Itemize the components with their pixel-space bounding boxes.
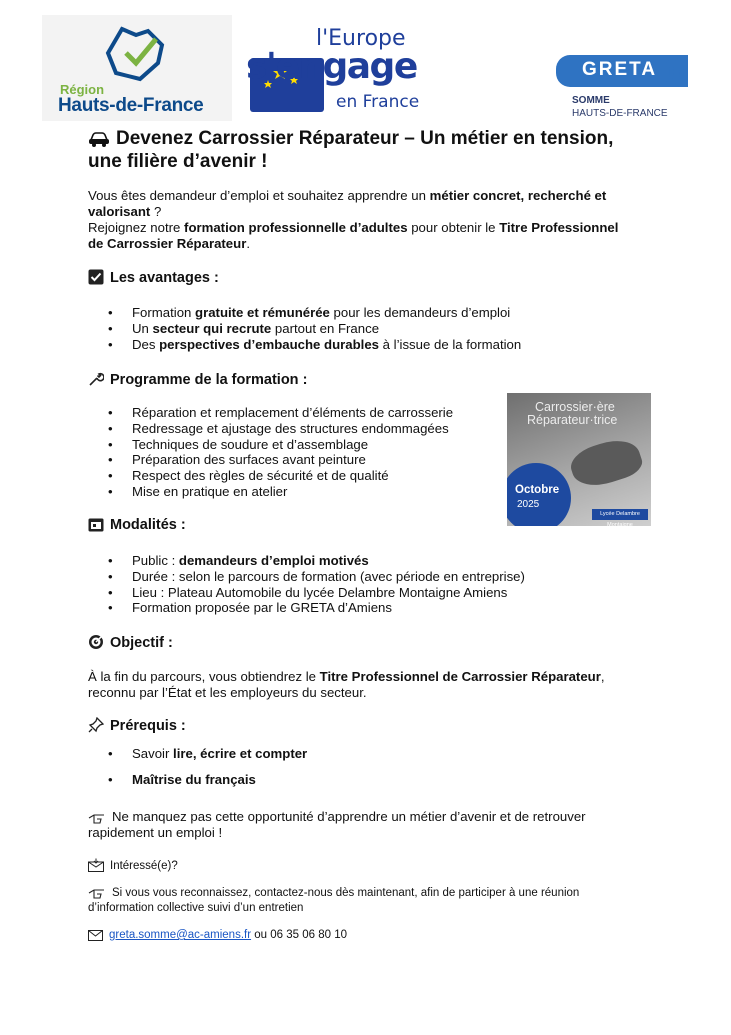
- pushpin-icon: [88, 717, 104, 733]
- interesse-text: Intéressé(e)?: [110, 860, 178, 872]
- europe-logo-line3: en France: [336, 92, 420, 112]
- list-item: • Respect des règles de sécurité et de qualité: [88, 468, 508, 484]
- modalites-heading: [88, 517, 186, 533]
- programme-heading: [88, 371, 307, 388]
- list-item: • Durée : selon le parcours de formation (avec période en entreprise): [88, 569, 648, 585]
- contact-text-line1: Si vous vous reconnaissez, contactez-nous dès maintenant, afin de participer à une réunion: [112, 887, 580, 899]
- checkbox-checked-icon: [88, 269, 104, 285]
- region-logo-line2: Hauts-de-France: [58, 95, 204, 116]
- intro-bold: valorisant: [88, 204, 151, 219]
- intro-text: Vous êtes demandeur d’emploi et souhaitez apprendre un: [88, 188, 430, 203]
- objectif-paragraph: À la fin du parcours, vous obtiendrez le Titre Professionnel de Carrossier Réparateur, reconnu par l’État et les employeurs du secteur.: [88, 669, 605, 700]
- greta-somme-logo: [556, 55, 694, 123]
- phone-number: 06 35 06 80 10: [270, 929, 347, 941]
- intro-paragraph: [88, 188, 648, 252]
- avantages-list: [88, 305, 608, 352]
- intro-text: pour obtenir le: [407, 220, 500, 235]
- modalites-heading-text: Modalités :: [110, 517, 186, 533]
- list-item: • Préparation des surfaces avant peinture: [88, 452, 508, 468]
- interesse-line: [88, 858, 178, 872]
- avantages-heading: [88, 269, 219, 286]
- prerequis-heading: [88, 717, 186, 734]
- cta-paragraph: [88, 809, 668, 841]
- intro-bold: de Carrossier Réparateur: [88, 236, 247, 251]
- list-item: • Redressage et ajustage des structures endommagées: [88, 421, 508, 437]
- intro-text: .: [246, 236, 250, 251]
- region-hauts-de-france-logo: [42, 15, 232, 121]
- greta-logo-line2: HAUTS-DE-FRANCE: [572, 108, 668, 119]
- signal-arcs-icon: [664, 57, 694, 87]
- list-item: • Savoir lire, écrire et compter: [88, 746, 608, 762]
- list-item: • Lieu : Plateau Automobile du lycée Delambre Montaigne Amiens: [88, 585, 648, 601]
- prerequis-list: [88, 746, 608, 788]
- promo-year: 2025: [517, 499, 540, 510]
- cta-line1: Ne manquez pas cette opportunité d’apprendre un métier d’avenir et de retrouver: [112, 809, 586, 824]
- contact-line: [88, 929, 347, 941]
- pointing-hand-icon: [88, 887, 106, 899]
- modalites-list: [88, 553, 648, 616]
- title-line2: une filière d’avenir !: [88, 151, 268, 172]
- list-item: • Formation proposée par le GRETA d’Amiens: [88, 600, 648, 616]
- cta-line2: rapidement un emploi !: [88, 825, 223, 840]
- list-item: • Réparation et remplacement d’éléments de carrosserie: [88, 405, 508, 421]
- programme-heading-text: Programme de la formation :: [110, 372, 308, 388]
- prerequis-heading-text: Prérequis :: [110, 718, 186, 734]
- list-item: • Des perspectives d’embauche durables à l’issue de la formation: [88, 337, 608, 353]
- target-icon: [88, 634, 104, 650]
- email-link[interactable]: greta.somme@ac-amiens.fr: [109, 929, 252, 941]
- intro-text: Rejoignez notre: [88, 220, 185, 235]
- avantages-heading-text: Les avantages :: [110, 270, 219, 286]
- promo-title2: Réparateur·trice: [527, 413, 618, 427]
- region-logo-line1: Région: [60, 82, 105, 97]
- intro-bold: Titre Professionnel: [499, 220, 619, 235]
- mailbox-icon: [88, 858, 104, 872]
- europe-sengage-logo: [244, 26, 420, 112]
- title-line1: Devenez Carrossier Réparateur – Un métier en tension,: [116, 128, 614, 149]
- formation-promo-image: [507, 393, 651, 526]
- wrench-icon: [88, 371, 104, 387]
- list-item: • Maîtrise du français: [88, 772, 608, 788]
- intro-text: ?: [150, 204, 162, 219]
- europe-logo-line2: s'engage: [246, 46, 417, 87]
- greta-logo-name: GRETA: [582, 59, 658, 80]
- list-item: • Un secteur qui recrute partout en France: [88, 321, 608, 337]
- objectif-heading: [88, 634, 173, 651]
- intro-bold: formation professionnelle d’adultes: [184, 220, 408, 235]
- promo-photo-shape: [567, 433, 646, 493]
- page-title: [88, 127, 668, 173]
- programme-list: [88, 405, 508, 500]
- europe-logo-line1: l'Europe: [316, 26, 406, 51]
- greta-logo-line1: SOMME: [572, 95, 610, 106]
- france-heart-icon: [102, 23, 172, 85]
- contact-paragraph: [88, 886, 668, 916]
- list-item: • Formation gratuite et rémunérée pour les demandeurs d’emploi: [88, 305, 608, 321]
- contact-text-line2: d’information collective suivi d’un entretien: [88, 902, 304, 914]
- promo-place: Lycée Delambre Montaigne: [592, 509, 648, 520]
- contact-separator: ou: [251, 929, 271, 941]
- car-icon: [88, 131, 110, 147]
- envelope-icon: [88, 930, 103, 941]
- calendar-icon: [88, 518, 104, 532]
- list-item: • Mise en pratique en atelier: [88, 484, 508, 500]
- promo-month: Octobre: [515, 484, 560, 496]
- promo-title1: Carrossier·ère: [535, 400, 615, 414]
- intro-bold: métier concret, recherché et: [429, 188, 607, 203]
- list-item: • Public : demandeurs d’emploi motivés: [88, 553, 648, 569]
- pointing-hand-icon: [88, 812, 106, 824]
- list-item: • Techniques de soudure et d’assemblage: [88, 437, 508, 453]
- objectif-heading-text: Objectif :: [110, 635, 173, 651]
